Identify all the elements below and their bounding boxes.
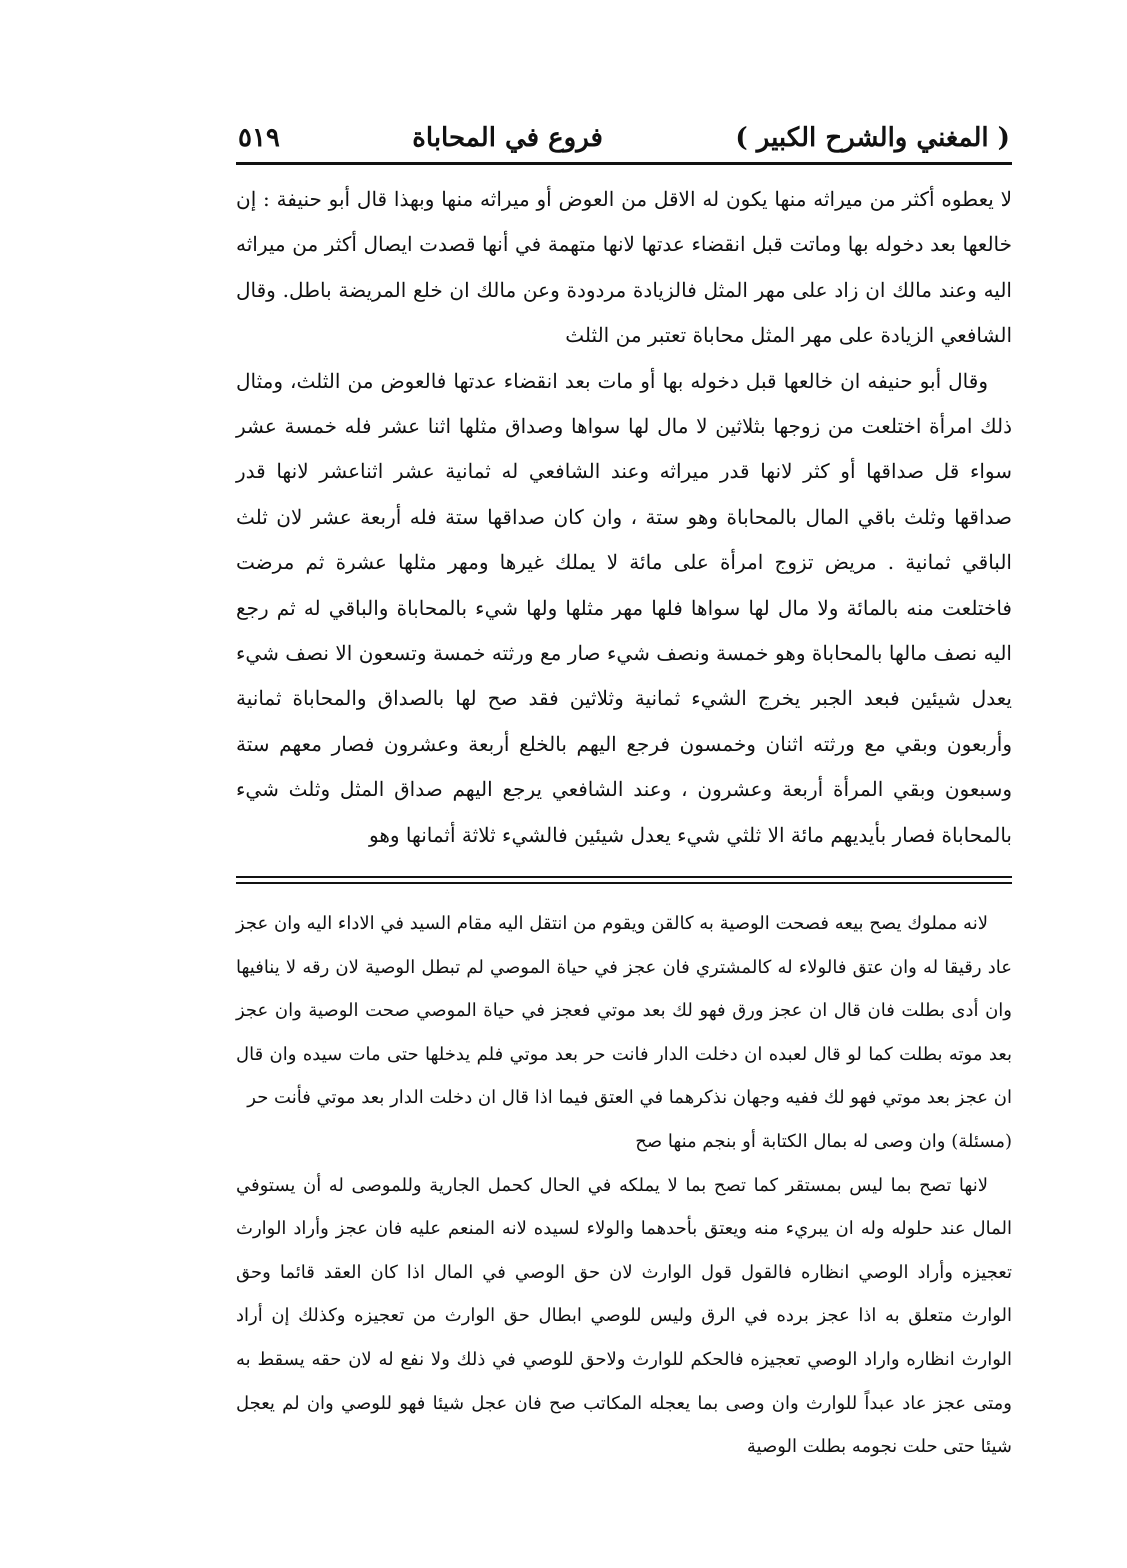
header-rule [236, 162, 1012, 165]
page-header [236, 112, 1012, 158]
main-paragraph: لا يعطوه أكثر من ميراثه منها يكون له الاقل من العوض أو ميراثه منها وبهذا قال أبو حنيفة : إن خالعها بعد دخوله بها وماتت قبل انقضاء عدتها لانها متهمة في أنها قصدت ايصال أكثر من ميراثه اليه وعند مالك ان زاد على مهر المثل فالزيادة مردودة وعن مالك ان خلع المريضة باطل. وقال الشافعي الزيادة على مهر المثل محاباة تعتبر من الثلث [236, 187, 1012, 348]
issue-heading: (مسئلة) وان وصى له بمال الكتابة أو بنجم منها صح [635, 1131, 1012, 1153]
main-text [236, 177, 1012, 858]
separator-rule [236, 876, 1012, 884]
page-number: ٥١٩ [238, 123, 280, 153]
commentary-paragraph: لانه مملوك يصح بيعه فصحت الوصية به كالقن ويقوم من انتقل اليه مقام السيد في الاداء اليه وان عجز عاد رقيقا له وان عتق فالولاء له كالمشتري فان عجز في حياة الموصي لم تبطل الوصية لان رقه لا ينافيها وان أدى بطلت فان قال ان عجز ورق فهو لك بعد موتي فعجز في حياة الموصي صحت الوصية وان عجز بعد موته بطلت كما لو قال لعبده ان دخلت الدار فانت حر بعد موتي فلم يدخلها حتى مات سيده وان قال ان عجز بعد موتي فهو لك ففيه وجهان نذكرهما في العتق فيما اذا قال ان دخلت الدار بعد موتي فأنت حر [235, 913, 1012, 1109]
book-title: ( المغني والشرح الكبير ) [735, 123, 1010, 153]
section-title: فروع في المحاباة [412, 123, 603, 153]
commentary-paragraph: لانها تصح بما ليس بمستقر كما تصح بما لا يملكه في الحال كحمل الجارية وللموصى له أن يستوفي المال عند حلوله وله ان يبريء منه ويعتق بأحدهما والولاء لسيده لانه المنعم عليه فان عجز وأراد الوارث تعجيزه وأراد الوصي انظاره فالقول قول الوارث لان حق الوصي في المال اذا كان العقد قائما وحق الوارث متعلق به اذا عجز برده في الرق وليس للوصي ابطال حق الوارث من تعجيزه وكذلك إن أراد الوارث انظاره واراد الوصي تعجيزه فالحكم للوارث ولاحق للوصي في ذلك ولا نفع له لان حقه يسقط به ومتى عجز عاد عبداً للوارث وان وصى بما يعجله المكاتب صح فان عجل شيئا فهو للوصي وان لم يعجل شيئا حتى حلت نجومه بطلت الوصية [236, 1174, 1012, 1458]
book-page [236, 112, 1012, 1512]
main-paragraph: وقال أبو حنيفه ان خالعها قبل دخوله بها أو مات بعد انقضاء عدتها فالعوض من الثلث، ومثال ذلك امرأة اختلعت من زوجها بثلاثين لا مال لها سواها وصداق مثلها اثنا عشر فله خمسة عشر سواء قل صداقها أو كثر لانها قدر ميراثه وعند الشافعي له ثمانية عشر اثناعشر لانها قدر صداقها وثلث باقي المال بالمحاباة وهو ستة ، وان كان صداقها ستة فله أربعة عشر لان ثلث الباقي ثمانية . مريض تزوج امرأة على مائة لا يملك غيرها ومهر مثلها عشرة ثم مرضت فاختلعت منه بالمائة ولا مال لها سواها فلها مهر مثلها ولها شيء بالمحاباة والباقي له ثم رجع اليه نصف مالها بالمحاباة وهو خمسة ونصف شيء صار مع ورثته خمسة وتسعون الا نصف شيء يعدل شيئين فبعد الجبر يخرج الشيء ثمانية وثلاثين فقد صح لها بالصداق والمحاباة ثمانية وأربعون وبقي مع ورثته اثنان وخمسون فرجع اليهم بالخلع أربعة وعشرون فصار معهم ستة وسبعون وبقي المرأة أربعة وعشرون ، وعند الشافعي يرجع اليهم صداق المثل وثلث شيء بالمحاباة فصار بأيديهم مائة الا ثلثي شيء يعدل شيئين فالشيء ثلاثة أثمانها وهو [236, 368, 1012, 847]
commentary-text [236, 902, 1012, 1469]
